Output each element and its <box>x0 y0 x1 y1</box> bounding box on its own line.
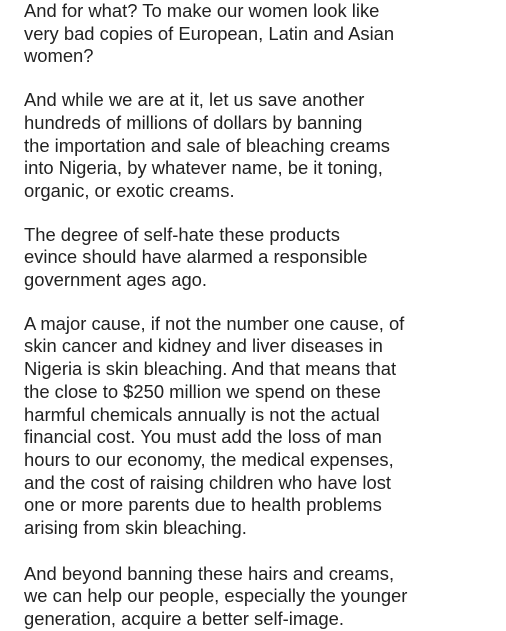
paragraph-line: harmful chemicals annually is not the actual <box>24 403 380 425</box>
paragraph-line: Nigeria is skin bleaching. And that means that <box>24 358 397 380</box>
paragraph-3 <box>24 224 494 292</box>
paragraph-line: government ages ago. <box>24 269 208 291</box>
paragraph-gap <box>24 292 494 313</box>
paragraph-line: organic, or exotic creams. <box>24 179 235 201</box>
paragraph-line: A major cause, if not the number one cause, of <box>24 312 405 334</box>
paragraph-line: very bad copies of European, Latin and Asian <box>24 22 395 44</box>
paragraph-line: financial cost. You must add the loss of man <box>24 426 382 448</box>
paragraph-line: skin cancer and kidney and liver diseases in <box>24 335 383 357</box>
post-body <box>24 0 494 631</box>
paragraph-line: And while we are at it, let us save another <box>24 89 365 111</box>
paragraph-line: The degree of self-hate these products <box>24 223 340 245</box>
paragraph-line: hundreds of millions of dollars by banning <box>24 111 363 133</box>
paragraph-gap <box>24 540 494 563</box>
paragraph-line: hours to our economy, the medical expenses, <box>24 448 394 470</box>
paragraph-4 <box>24 313 494 540</box>
paragraph-line: the importation and sale of bleaching creams <box>24 134 390 156</box>
paragraph-5 <box>24 563 494 631</box>
paragraph-gap <box>24 68 494 89</box>
paragraph-line: And beyond banning these hairs and creams, <box>24 562 395 584</box>
paragraph-line: the close to $250 million we spend on these <box>24 380 381 402</box>
paragraph-line: one or more parents due to health problems <box>24 494 382 516</box>
paragraph-line: women? <box>24 45 94 67</box>
paragraph-line: and the cost of raising children who have lost <box>24 471 392 493</box>
paragraph-line: arising from skin bleaching. <box>24 517 247 539</box>
paragraph-line: generation, acquire a better self-image. <box>24 608 344 630</box>
paragraph-line: And for what? To make our women look like <box>24 0 380 21</box>
paragraph-line: we can help our people, especially the younger <box>24 585 408 607</box>
paragraph-line: into Nigeria, by whatever name, be it toning, <box>24 157 383 179</box>
paragraph-1 <box>24 0 494 68</box>
paragraph-gap <box>24 203 494 224</box>
paragraph-2 <box>24 89 494 203</box>
paragraph-line: evince should have alarmed a responsible <box>24 246 368 268</box>
